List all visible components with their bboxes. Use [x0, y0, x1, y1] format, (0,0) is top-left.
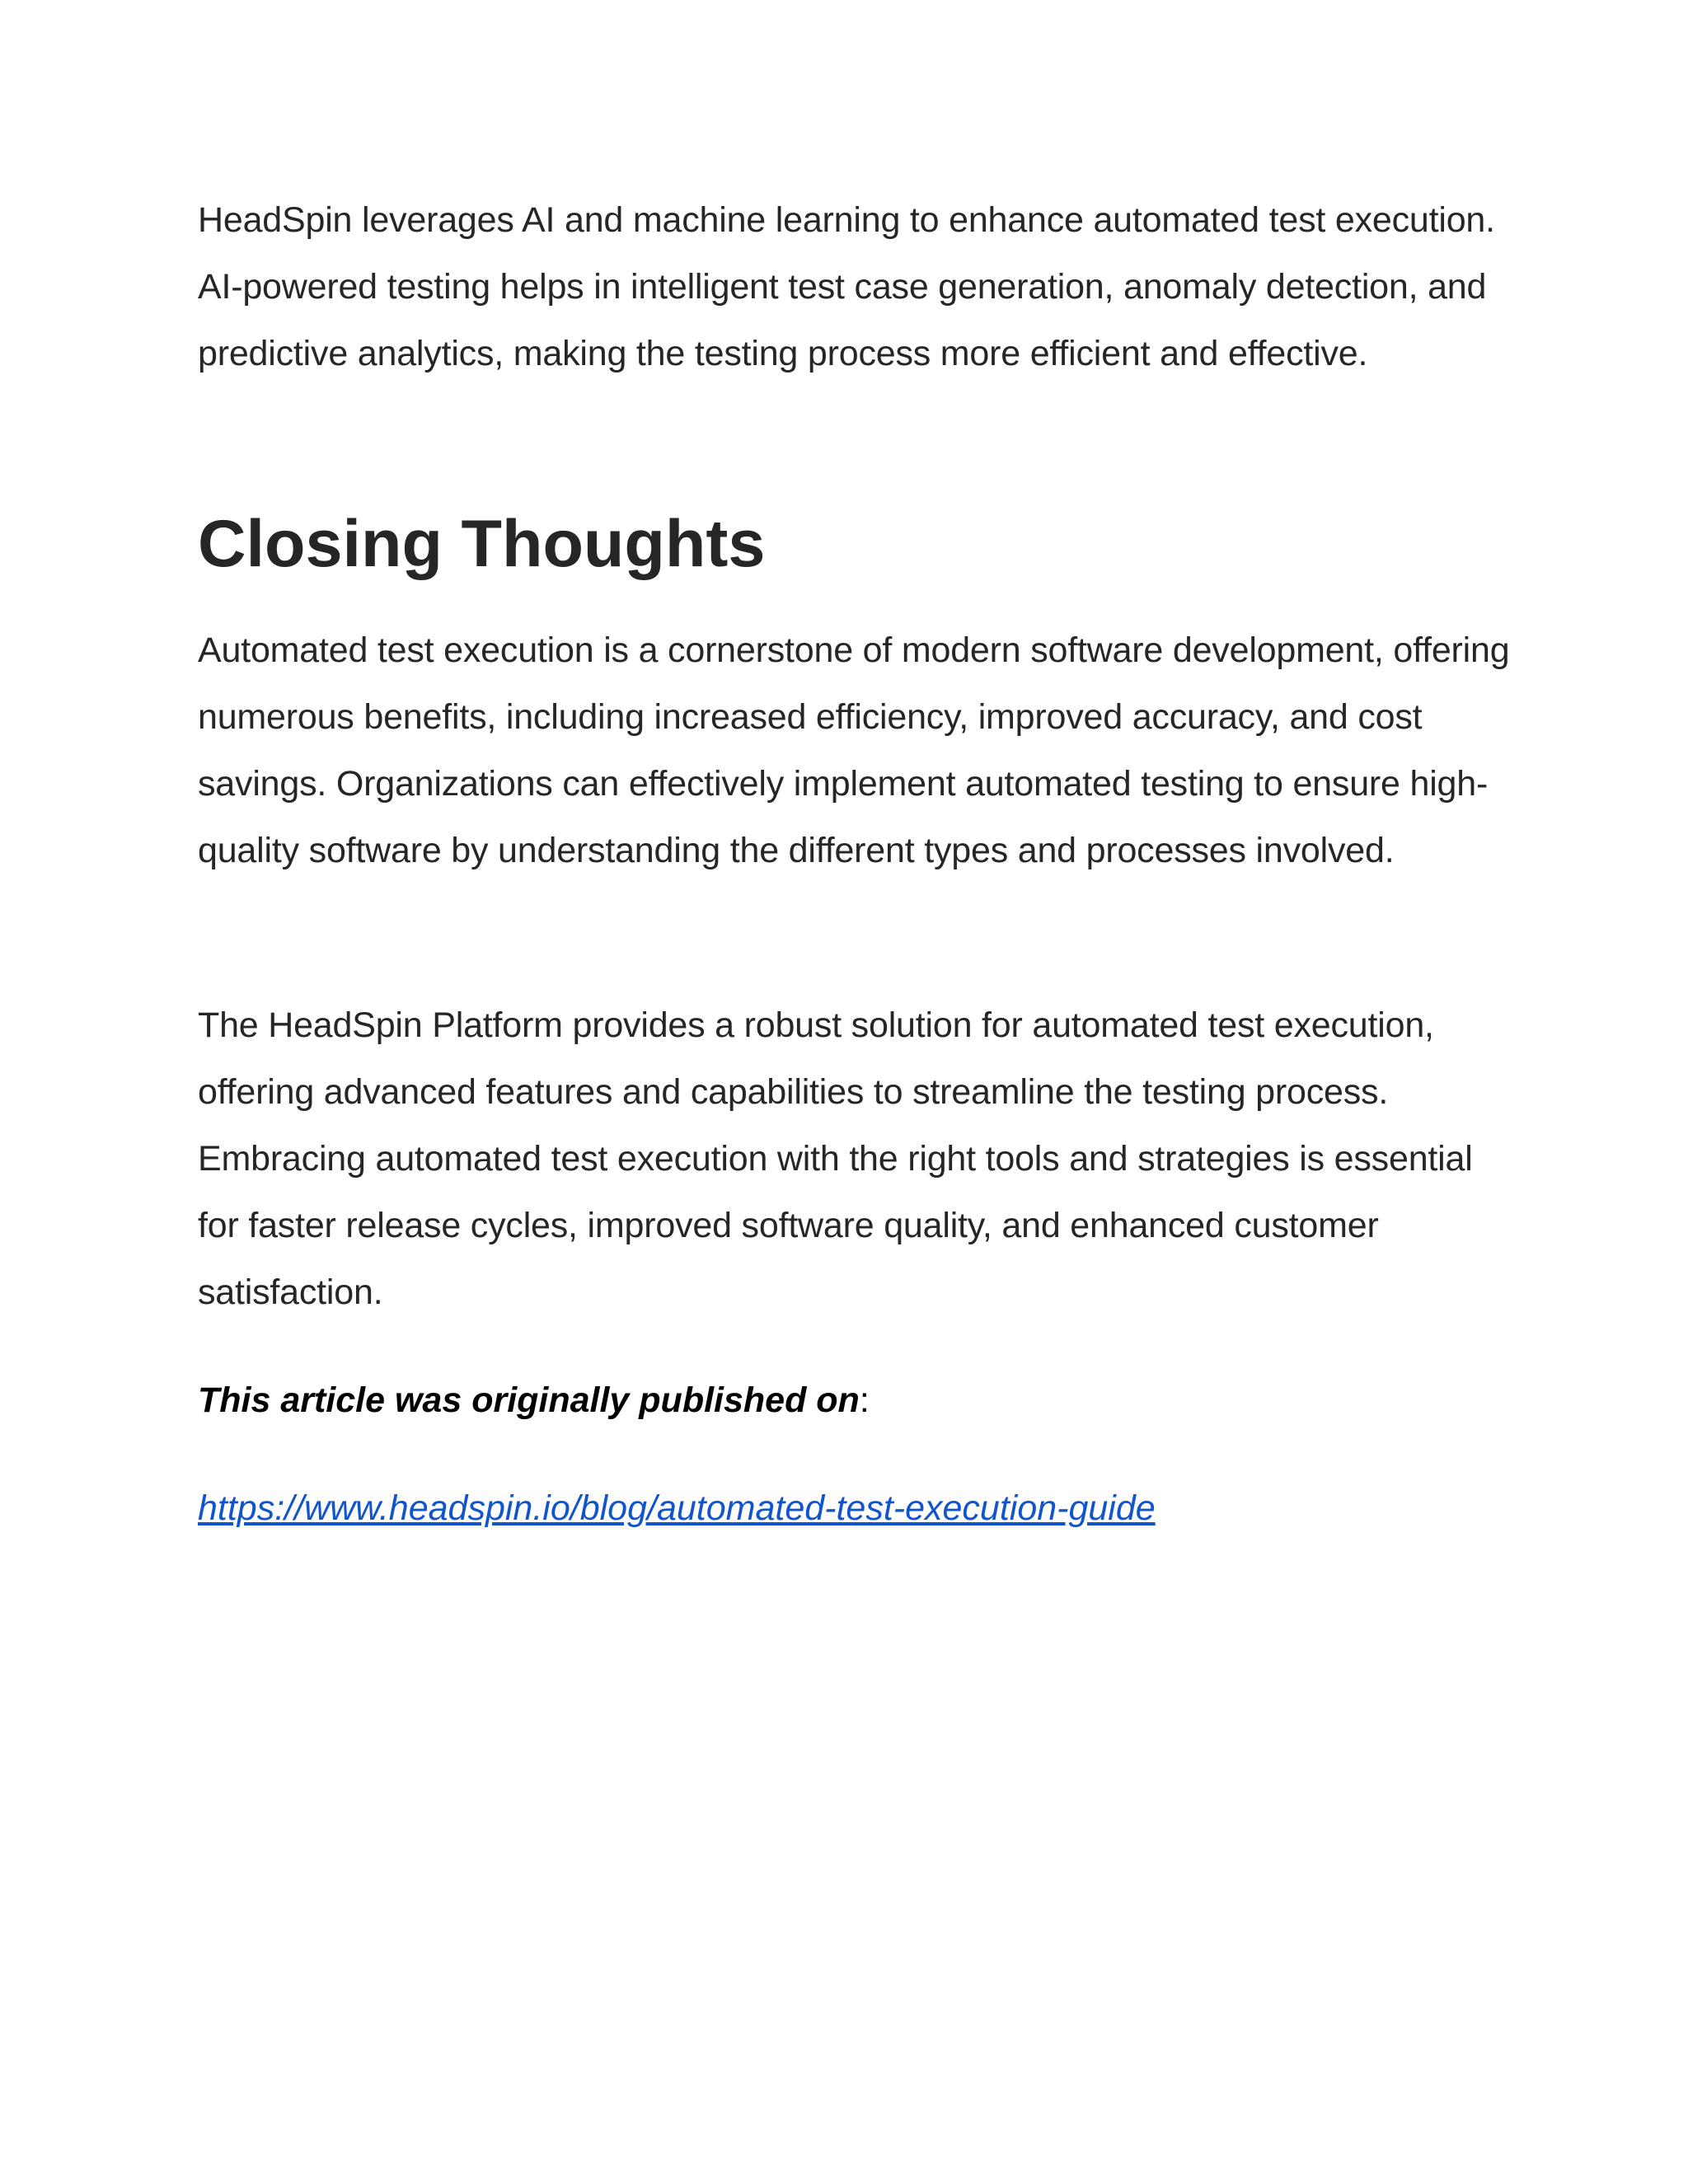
closing-paragraph-1: Automated test execution is a cornerstone of modern software development, offering numerous benefits, including increased efficiency, improved accuracy, and cost savings. Organizations can effectively implement automated testing to ensure high-quality software by understanding the different types and processes involved. [198, 630, 1510, 870]
published-label: This article was originally published on [198, 1380, 860, 1420]
published-note [198, 1367, 870, 1434]
published-colon: : [859, 1380, 870, 1420]
source-link[interactable]: https://www.headspin.io/blog/automated-test-execution-guide [198, 1488, 1156, 1528]
closing-paragraph-2: The HeadSpin Platform provides a robust solution for automated test execution, offering advanced features and capabilities to streamline the testing process. Embracing automated test execution with the right tools and strategies is essential for faster release cycles, improved software quality, and enhanced customer satisfaction. [198, 1005, 1473, 1312]
intro-paragraph: HeadSpin leverages AI and machine learning to enhance automated test execution. AI-powered testing helps in intelligent test case generation, anomaly detection, and predictive analytics, making the testing process more efficient and effective. [198, 200, 1495, 373]
source-link-line [198, 1475, 1156, 1542]
section-heading: Closing Thoughts [198, 507, 766, 581]
